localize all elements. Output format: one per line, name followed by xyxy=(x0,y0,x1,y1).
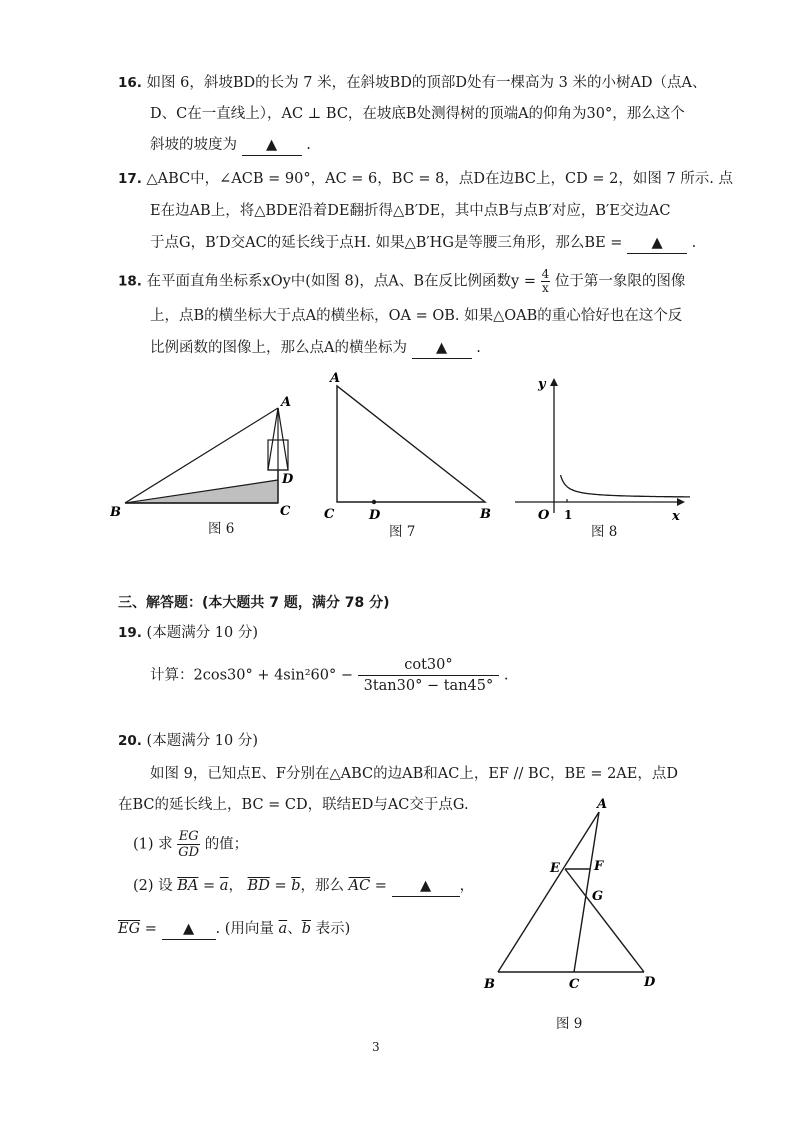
label-a: A xyxy=(597,798,608,812)
answer-blank: ▲ xyxy=(162,919,216,940)
q20-part1: (1) 求 $\frac{EG}{GD}$ 的值； xyxy=(133,829,249,860)
q19-header: 19. (本题满分 10 分) xyxy=(118,625,259,641)
point-d xyxy=(372,500,376,504)
figure-6 xyxy=(110,390,300,540)
q17-line1: 17. △ABC中，∠ACB = 90°，AC = 6，BC = 8，点D在边BC上，CD = 2，如图 7 所示. 点 xyxy=(118,171,734,187)
q16-line2: D、C在一直线上），AC ⊥ BC，在坡底B处测得树的顶端A的仰角为30°，那么这个 xyxy=(150,106,685,122)
figure-6-caption: 图 6 xyxy=(208,521,235,537)
label-one: 1 xyxy=(564,508,573,522)
label-b: B xyxy=(480,507,491,522)
label-g: G xyxy=(592,889,604,904)
q20-part2: (2) 设 $\overline{BA} = \overline{a}$， $\overline{BD} = \overline{b}$，那么 $\overline{AC}$ = ▲ ， xyxy=(133,876,474,897)
fraction: $\frac{4}{x}$ xyxy=(541,267,550,295)
figure-8 xyxy=(505,368,690,528)
label-a: A xyxy=(281,395,292,410)
q18-line2: 上，点B的横坐标大于点A的横坐标，OA = OB. 如果△OAB的重心恰好也在这个反 xyxy=(150,308,683,324)
fraction: $\frac{\cot 30^\circ}{3\tan 30^\circ - \tan 45^\circ}$ xyxy=(358,655,500,696)
q20-part2-line2: $\overline{EG}$ = ▲ . (用向量 $\overline{a}$、$\overline{b}$ 表示) xyxy=(118,919,350,940)
label-d: D xyxy=(282,472,294,487)
figure-7-caption: 图 7 xyxy=(389,524,416,540)
label-f: F xyxy=(594,859,604,874)
label-c: C xyxy=(280,504,291,519)
q19-expression: 计算：2cos30° + 4sin²60° − $\frac{\cot 30^\circ}{3\tan 30^\circ - \tan 45^\circ}$ . xyxy=(150,657,509,694)
q18-line3: 比例函数的图像上，那么点A的横坐标为 ▲ . xyxy=(150,338,481,359)
q20-header: 20. (本题满分 10 分) xyxy=(118,733,259,749)
y-axis-arrow xyxy=(550,378,558,386)
label-x: x xyxy=(672,509,680,524)
label-b: B xyxy=(484,977,495,992)
page-number: 3 xyxy=(372,1040,380,1054)
answer-blank: ▲ xyxy=(412,338,472,359)
label-b: B xyxy=(110,505,121,520)
label-d: D xyxy=(644,975,656,990)
hyperbola-curve xyxy=(561,475,691,497)
q16-line3: 斜坡的坡度为 ▲ . xyxy=(150,135,311,156)
q17-line3: 于点G，B′D交AC的延长线于点H. 如果△B′HG是等腰三角形，那么BE = ▲ . xyxy=(150,233,696,254)
q17-line2: E在边AB上，将△BDE沿着DE翻折得△B′DE，其中点B与点B′对应，B′E交边AC xyxy=(150,203,671,219)
answer-blank: ▲ xyxy=(242,135,302,156)
q20-line2: 在BC的延长线上，BC = CD，联结ED与AC交于点G. xyxy=(118,797,469,813)
line-ab xyxy=(498,812,599,972)
figure-9 xyxy=(480,798,670,998)
answer-blank: ▲ xyxy=(627,233,687,254)
slope-shaded xyxy=(125,480,278,503)
triangle-abc xyxy=(337,386,485,502)
q16-line1: 16. 如图 6，斜坡BD的长为 7 米，在斜坡BD的顶部D处有一棵高为 3 米的小树AD（点A、 xyxy=(118,75,707,91)
label-e: E xyxy=(550,861,560,876)
label-y: y xyxy=(538,377,546,392)
label-o: O xyxy=(538,508,550,523)
x-axis-arrow xyxy=(677,498,685,506)
label-c: C xyxy=(324,507,335,522)
label-a: A xyxy=(330,371,341,386)
figure-8-caption: 图 8 xyxy=(591,524,618,540)
section-title: 三、解答题：(本大题共 7 题，满分 78 分) xyxy=(118,595,390,611)
q20-line1: 如图 9，已知点E、F分别在△ABC的边AB和AC上，EF // BC，BE = 2AE，点D xyxy=(150,766,678,782)
label-c: C xyxy=(569,977,580,992)
q18-line1: 18. 在平面直角坐标系xOy中(如图 8)，点A、B在反比例函数y = $\frac{4}{x}$ 位于第一象限的图像 xyxy=(118,267,686,295)
figure-7 xyxy=(320,368,500,528)
label-d: D xyxy=(369,508,381,523)
answer-blank: ▲ xyxy=(392,876,460,897)
fraction: $\frac{EG}{GD}$ xyxy=(178,829,200,860)
figure-9-caption: 图 9 xyxy=(556,1016,583,1032)
